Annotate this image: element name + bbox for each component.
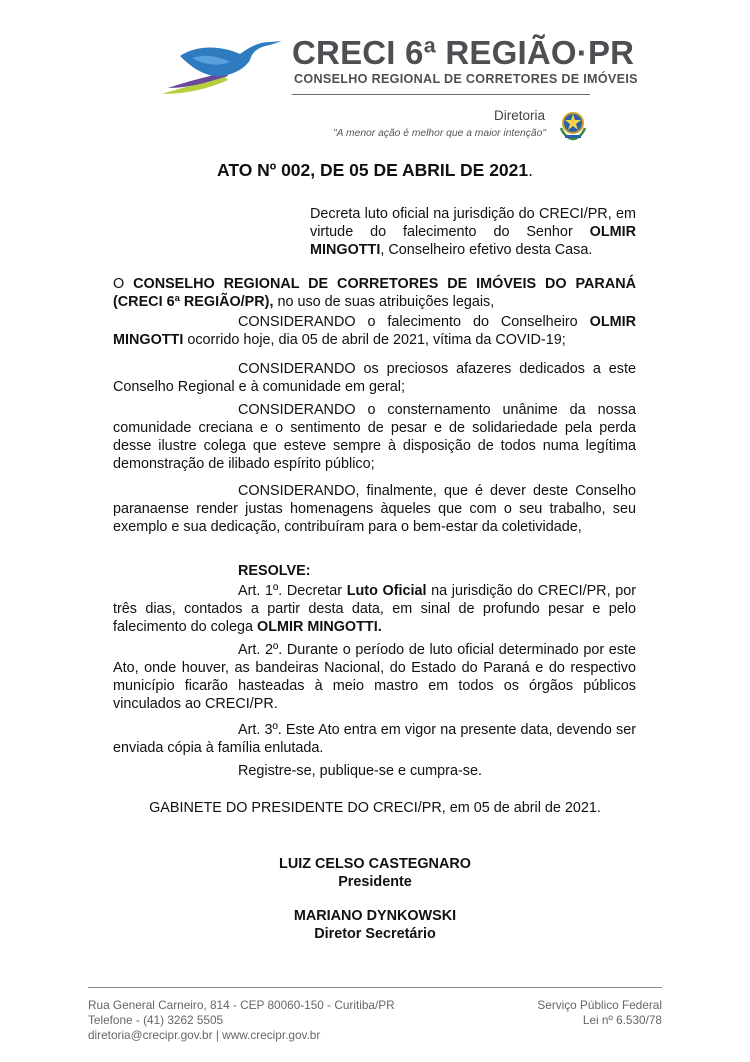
footer-divider <box>88 987 662 988</box>
cabinet-date-line: GABINETE DO PRESIDENTE DO CRECI/PR, em 05 de abril de 2021. <box>149 800 601 816</box>
footer-phone: Telefone - (41) 3262 5505 <box>88 1013 224 1027</box>
considering-1: CONSIDERANDO o falecimento do Conselheiro OLMIR MINGOTTI ocorrido hoje, dia 05 de abril de 2021, vítima da COVID-19; <box>113 314 636 348</box>
footer-separator: | <box>215 1028 219 1042</box>
intro-paragraph: O CONSELHO REGIONAL DE CORRETORES DE IMÓVEIS DO PARANÁ (CRECI 6ª REGIÃO/PR), no uso de suas atribuições legais, <box>113 276 636 310</box>
considering-4: CONSIDERANDO, finalmente, que é dever deste Conselho paranaense render justas homenagens àqueles que com o seu trabalho, seu exemplo e sua dedicação, contribuíram para o bem-estar da coletividade, <box>113 483 636 535</box>
signatory-1-role: Presidente <box>338 874 412 890</box>
logo-subtitle: CONSELHO REGIONAL DE CORRETORES DE IMÓVEIS <box>294 72 638 86</box>
department-label: Diretoria <box>493 108 545 123</box>
signatory-2-name: MARIANO DYNKOWSKI <box>293 908 457 924</box>
act-title: ATO Nº 002, DE 05 DE ABRIL DE 2021. <box>216 160 533 180</box>
national-seal-icon <box>556 108 590 142</box>
footer-contacts <box>88 1028 320 1043</box>
hummingbird-logo-icon <box>158 36 284 100</box>
header-divider <box>292 94 590 95</box>
footer-address: Rua General Carneiro, 814 - CEP 80060-150 - Curitiba/PR <box>88 998 395 1012</box>
footer-law: Lei nº 6.530/78 <box>582 1013 662 1027</box>
signatory-2-role: Diretor Secretário <box>314 926 436 942</box>
footer-site-link[interactable]: www.crecipr.gov.br <box>222 1028 321 1042</box>
article-2: Art. 2º. Durante o período de luto oficial determinado por este Ato, onde houver, as bandeiras Nacional, do Estado do Paraná e do respectivo município ficarão hasteadas à meio mastro em todos os órgãos públicos vinculados ao CRECI/PR. <box>113 642 636 712</box>
article-1: Art. 1º. Decretar Luto Oficial na jurisdição do CRECI/PR, por três dias, contados a partir desta data, em sinal de profundo pesar e pelo falecimento do colega OLMIR MINGOTTI. <box>113 583 636 635</box>
logo-title: CRECI 6ª REGIÃO·PR <box>292 34 635 71</box>
motto: "A menor ação é melhor que a maior intenção" <box>333 128 546 139</box>
article-3: Art. 3º. Este Ato entra em vigor na presente data, devendo ser enviada cópia à família enlutada. <box>113 722 636 756</box>
footer-service: Serviço Público Federal <box>537 998 662 1012</box>
resolve-heading: RESOLVE: <box>238 563 311 579</box>
considering-2: CONSIDERANDO os preciosos afazeres dedicados a este Conselho Regional e à comunidade em geral; <box>113 361 636 395</box>
signatory-1-name: LUIZ CELSO CASTEGNARO <box>279 856 471 872</box>
closing-formula: Registre-se, publique-se e cumpra-se. <box>238 763 482 779</box>
footer-email-link[interactable]: diretoria@crecipr.gov.br <box>88 1028 213 1042</box>
considering-3: CONSIDERANDO o consternamento unânime da nossa comunidade creciana e o sentimento de pesar e de solidariedade pela perda desse ilustre colega que esteve sempre à disposição de todos numa legítima demonstração de ilibado espírito público; <box>113 402 636 472</box>
act-summary: Decreta luto oficial na jurisdição do CRECI/PR, em virtude do falecimento do Senhor OLMIR MINGOTTI, Conselheiro efetivo desta Casa. <box>310 206 636 258</box>
